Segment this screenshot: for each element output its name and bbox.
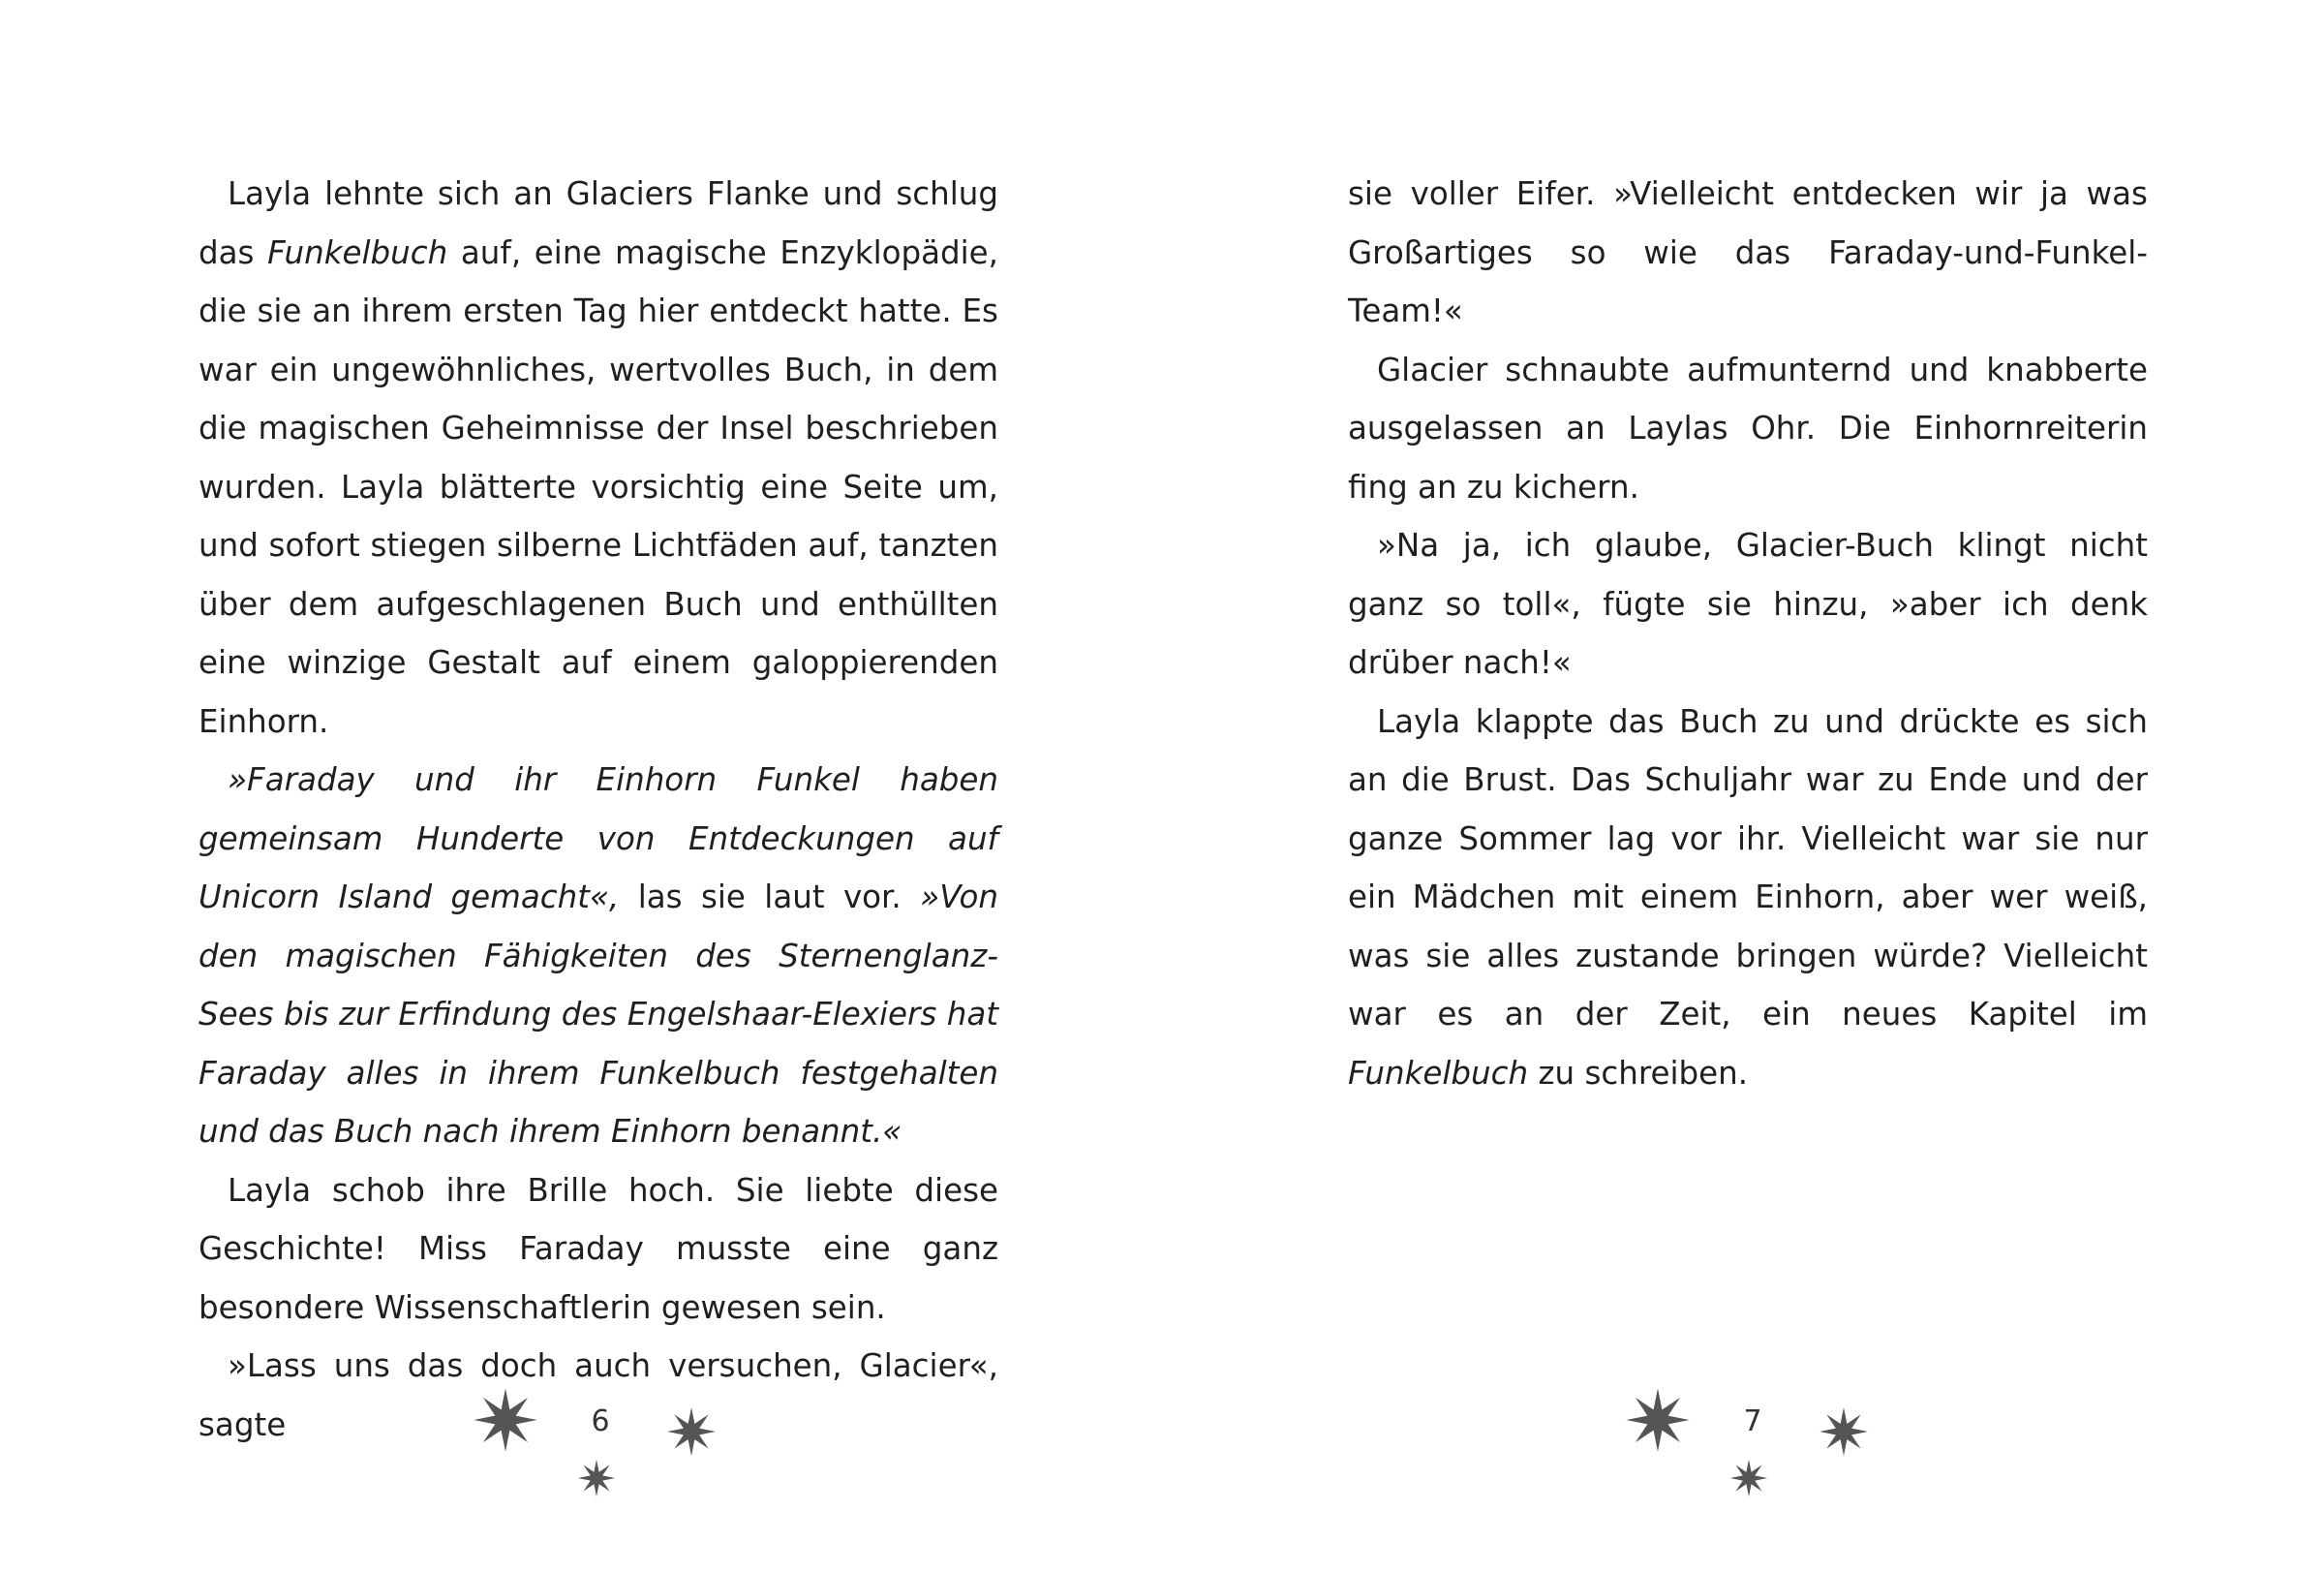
paragraph-text: Layla klappte das Buch zu und drückte es sich an die Brust. Das Schuljahr war zu Ende und der ganze Sommer lag vor ihr. Vielleicht war sie nur ein Mädchen mit einem Einhorn, aber wer weiß, was sie alles zustande bringen würde? Vielleicht war es an der Zeit, ein neues Kapitel im (1348, 702, 2148, 1033)
quoted-text: »Von den magischen Fähigkeiten des Sternenglanz-Sees bis zur Erfindung des Engelshaar-Elexiers hat Faraday alles in ihrem Funkelbuch festgehalten und das Buch nach ihrem Einhorn benannt.« (199, 879, 999, 1150)
paragraph: Layla schob ihre Brille hoch. Sie liebte diese Geschichte! Miss Faraday musste eine ganz besondere Wissenschaftlerin gewesen sein. (199, 1171, 998, 1326)
paragraph (199, 751, 998, 1161)
paragraph: Glacier schnaubte aufmunternd und knabberte ausgelassen an Laylas Ohr. Die Einhornreiterin fing an zu kichern. (1348, 351, 2148, 506)
eight-point-star-icon (1625, 1387, 1691, 1453)
book-title: Funkelbuch (267, 233, 448, 271)
page-footer (1607, 1375, 1898, 1511)
paragraph: sie voller Eifer. »Vielleicht entdecken wir ja was Großartiges so wie das Faraday-und-Funkel-Team!« (1348, 175, 2148, 329)
eight-point-star-icon (577, 1459, 616, 1497)
paragraph (1348, 693, 2148, 1103)
paragraph-text: auf, eine magische Enzyklopädie, die sie an ihrem ersten Tag hier entdeckt hatte. Es war ein ungewöhnliches, wertvolles Buch, in dem die magischen Geheimnisse der Insel beschrieben wurden. Layla blätterte vorsichtig eine Seite um, und sofort stiegen silberne Lichtfäden auf, tanzten über dem aufgeschlagenen Buch und enthüllten eine winzige Gestalt auf einem galoppierenden Einhorn. (199, 233, 999, 740)
paragraph-text: zu schreiben. (1528, 1054, 1749, 1092)
quoted-text: »Faraday und ihr Einhorn Funkel haben gemeinsam Hunderte von Entdeckungen auf Unicorn Island gemacht«, (199, 761, 998, 915)
eight-point-star-icon (473, 1387, 538, 1453)
eight-point-star-icon (1819, 1406, 1869, 1457)
page-number: 7 (1743, 1404, 1762, 1438)
paragraph: »Na ja, ich glaube, Glacier-Buch klingt nicht ganz so toll«, fügte sie hinzu, »aber ich denk drüber nach!« (1348, 527, 2148, 681)
right-page (1162, 0, 2324, 1573)
right-page-text (1348, 165, 2148, 1102)
eight-point-star-icon (666, 1406, 717, 1457)
page-footer (455, 1375, 746, 1511)
book-title: Funkelbuch (1348, 1054, 1529, 1092)
paragraph-text: Layla lehnte sich an Glaciers Flanke und schlug das (199, 175, 998, 271)
page-number: 6 (591, 1404, 610, 1438)
left-page-text (199, 165, 998, 1454)
paragraph: »Lass uns das doch auch versuchen, Glacier«, sagte (199, 1347, 998, 1443)
paragraph (199, 165, 998, 751)
eight-point-star-icon (1729, 1459, 1768, 1497)
paragraph-text: las sie laut vor. (619, 879, 921, 915)
